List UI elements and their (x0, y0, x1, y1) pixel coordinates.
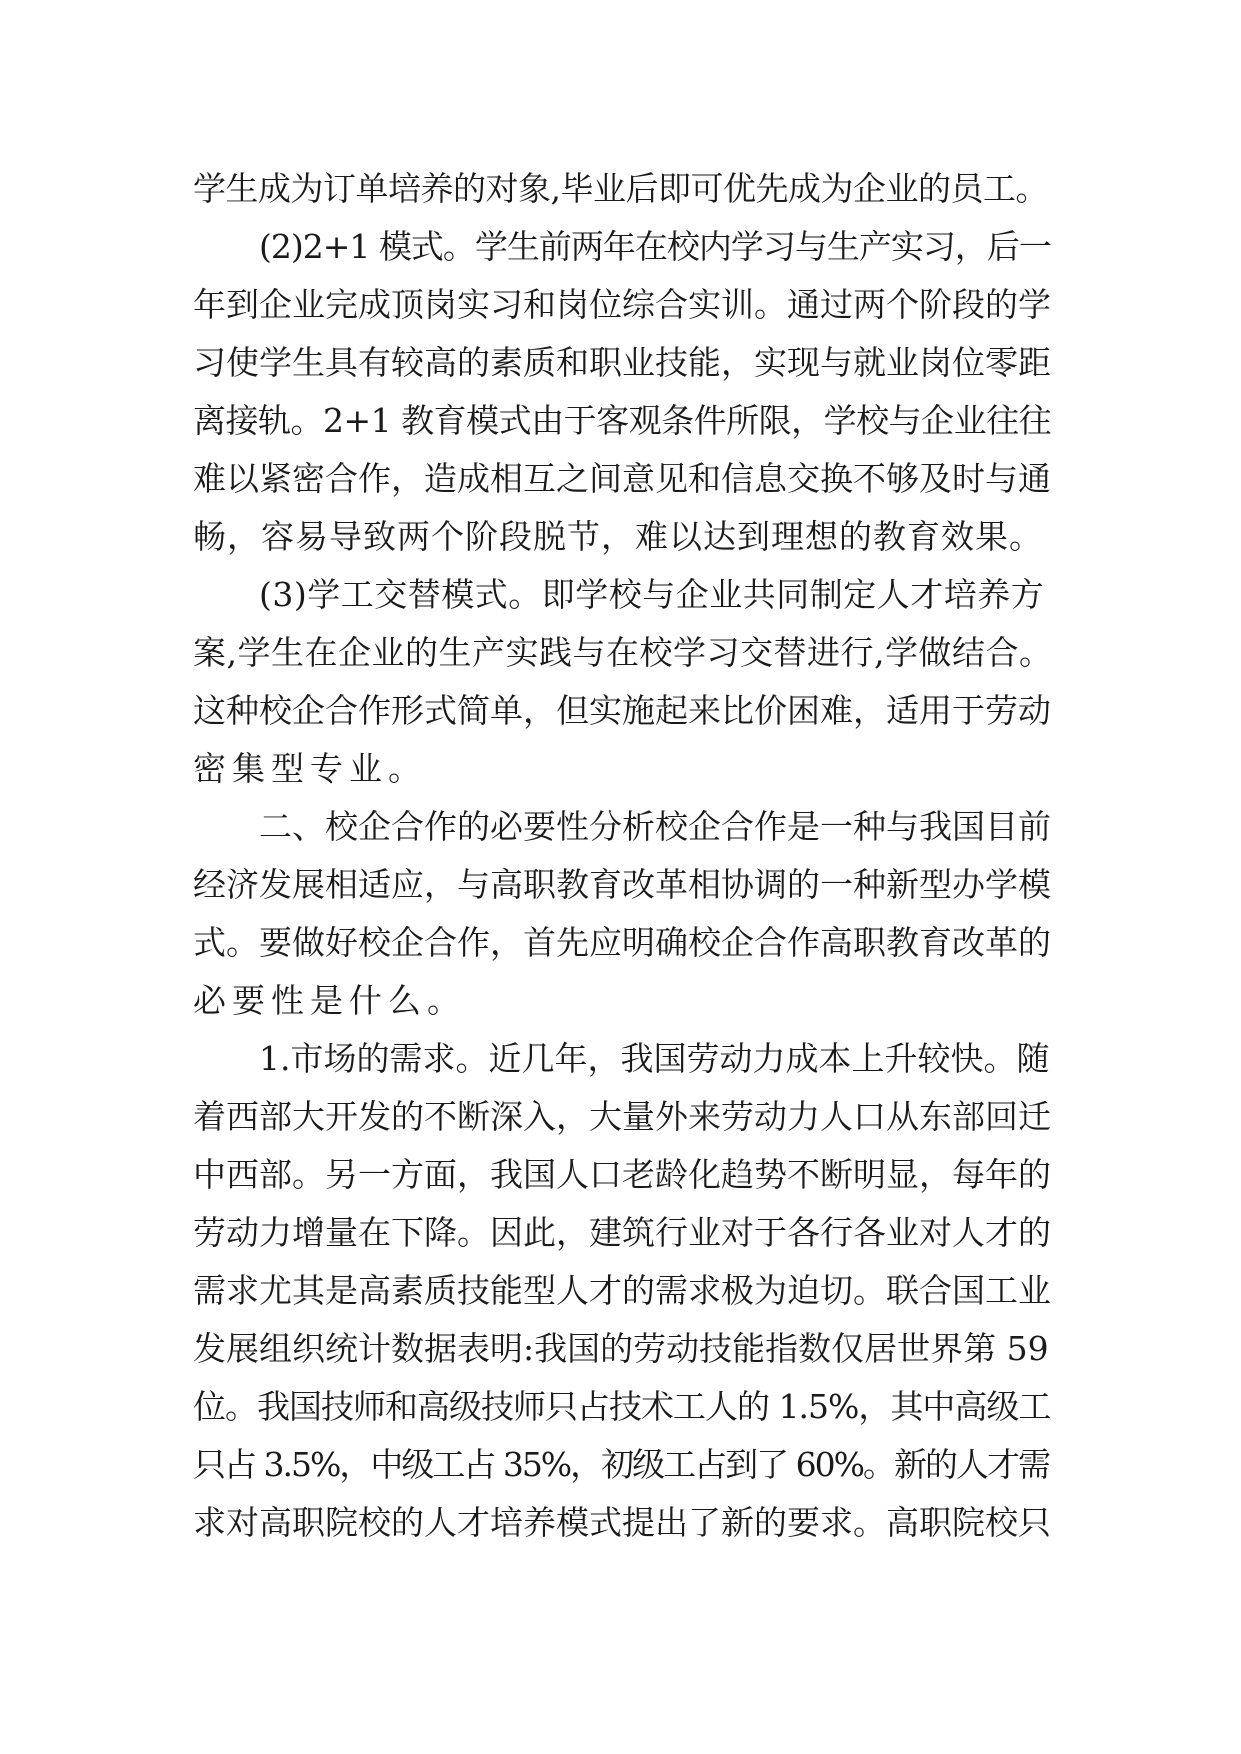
text-line: 只占 3.5%，中级工占 35%，初级工占到了 60%。新的人才需 (193, 1445, 1050, 1484)
text-line: 难以紧密合作，造成相互之间意见和信息交换不够及时与通 (193, 459, 1051, 498)
text-line: 式。要做好校企合作，首先应明确校企合作高职教育改革的 (193, 923, 1051, 962)
text-line: 求对高职院校的人才培养模式提出了新的要求。高职院校只 (193, 1503, 1051, 1542)
text-line: 经济发展相适应，与高职教育改革相协调的一种新型办学模 (193, 865, 1051, 904)
text-line: 劳动力增量在下降。因此，建筑行业对于各行各业对人才的 (193, 1213, 1051, 1252)
text-line: 学生成为订单培养的对象,毕业后即可优先成为企业的员工。 (193, 169, 1048, 208)
text-line: 位。我国技师和高级技师只占技术工人的 1.5%，其中高级工 (193, 1387, 1051, 1426)
text-line: (2)2+1 模式。学生前两年在校内学习与生产实习，后一 (259, 227, 1051, 266)
text-line: 需求尤其是高素质技能型人才的需求极为迫切。联合国工业 (193, 1271, 1051, 1310)
text-line: 着西部大开发的不断深入，大量外来劳动力人口从东部回迁 (193, 1097, 1051, 1136)
text-line: 密集型专业。 (193, 749, 427, 788)
text-line: 中西部。另一方面，我国人口老龄化趋势不断明显，每年的 (193, 1155, 1051, 1194)
text-line: 案,学生在企业的生产实践与在校学习交替进行,学做结合。 (193, 633, 1053, 672)
text-line: 离接轨。2+1 教育模式由于客观条件所限，学校与企业往往 (193, 401, 1052, 440)
text-line: 1.市场的需求。近几年，我国劳动力成本上升较快。随 (259, 1039, 1050, 1078)
text-line: 畅，容易导致两个阶段脱节，难以达到理想的教育效果。 (193, 517, 1043, 556)
text-line: 发展组织统计数据表明:我国的劳动技能指数仅居世界第 59 (193, 1329, 1049, 1368)
text-line: 二、校企合作的必要性分析校企合作是一种与我国目前 (259, 807, 1051, 846)
text-line: 年到企业完成顶岗实习和岗位综合实训。通过两个阶段的学 (193, 285, 1051, 324)
text-line: 必要性是什么。 (193, 981, 466, 1020)
body-text (193, 160, 1053, 1552)
text-line: (3)学工交替模式。即学校与企业共同制定人才培养方 (259, 575, 1045, 614)
text-line: 习使学生具有较高的素质和职业技能，实现与就业岗位零距 (193, 343, 1051, 382)
text-line: 这种校企合作形式简单，但实施起来比价困难，适用于劳动 (193, 691, 1051, 730)
